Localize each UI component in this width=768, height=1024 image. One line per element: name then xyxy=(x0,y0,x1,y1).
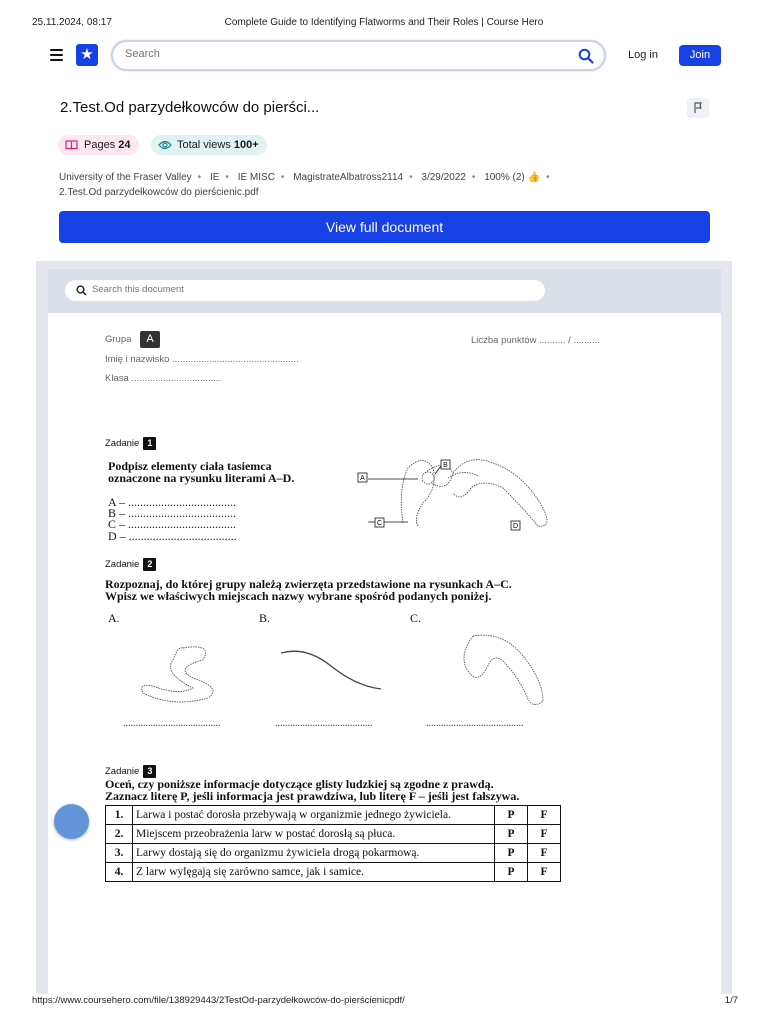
document-meta: University of the Fraser Valley • IE • IE MISC • MagistrateAlbatross2114 • 3/29/2022 • 100% (2) 👍 • xyxy=(59,172,550,183)
pages-label: Pages xyxy=(84,139,116,151)
true-option: P xyxy=(495,806,528,825)
option-c-label: C. xyxy=(410,611,422,625)
true-option: P xyxy=(495,825,528,844)
join-button[interactable]: Join xyxy=(679,45,721,66)
site-search xyxy=(111,40,606,71)
task-1-instruction-1: Podpisz elementy ciała tasiemca xyxy=(108,459,272,473)
points-field: Liczba punktów .......... / .......... xyxy=(471,335,600,346)
document-title: 2.Test.Od parzydełkowców do pierści... xyxy=(60,99,320,116)
task-2-instruction-1: Rozpoznaj, do której grupy należą zwierzęta przedstawione na rysunkach A–C. xyxy=(105,577,512,591)
option-a-label: A. xyxy=(108,611,120,625)
group-value: A xyxy=(140,331,160,348)
task-3-number: 3 xyxy=(143,765,156,778)
report-flag-button[interactable] xyxy=(687,98,709,118)
print-page-number: 1/7 xyxy=(724,995,738,1006)
roundworm-drawing xyxy=(276,641,391,701)
task-1-number: 1 xyxy=(143,437,156,450)
row-number: 3. xyxy=(106,844,133,863)
document-search xyxy=(65,280,545,301)
row-statement: Larwy dostają się do organizmu żywiciela drogą pokarmową. xyxy=(133,844,495,863)
option-b-blank: ....................................... xyxy=(275,718,373,729)
true-option: P xyxy=(495,863,528,882)
views-badge xyxy=(151,135,267,155)
search-input[interactable] xyxy=(125,48,565,60)
false-option: F xyxy=(528,825,561,844)
table-row xyxy=(106,806,561,825)
meta-rating: 100% (2) xyxy=(484,172,525,183)
tapeworm-drawing xyxy=(433,631,553,711)
task-1-word: Zadanie xyxy=(105,438,140,449)
false-option: F xyxy=(528,844,561,863)
print-datetime: 25.11.2024, 08:17 xyxy=(32,17,112,28)
task-1-instruction-2: oznaczone na rysunku literami A–D. xyxy=(108,471,295,485)
row-number: 1. xyxy=(106,806,133,825)
pages-value: 24 xyxy=(118,139,131,151)
table-row xyxy=(106,863,561,882)
fig-label-c: C xyxy=(376,520,383,527)
option-c-blank: ....................................... xyxy=(426,718,524,729)
document-filename: 2.Test.Od parzydełkowców do pierścienic.pdf xyxy=(59,187,259,198)
print-title: Complete Guide to Identifying Flatworms and Their Roles | Course Hero xyxy=(224,17,544,28)
view-full-document-button[interactable]: View full document xyxy=(59,211,710,243)
task-3-word: Zadanie xyxy=(105,766,140,777)
meta-subject[interactable]: IE xyxy=(209,172,220,183)
task-2-word: Zadanie xyxy=(105,559,140,570)
group-field xyxy=(105,331,160,348)
table-row xyxy=(106,844,561,863)
true-false-table xyxy=(105,805,561,882)
false-option: F xyxy=(528,806,561,825)
option-a-blank: ....................................... xyxy=(123,718,221,729)
login-link[interactable]: Log in xyxy=(628,49,658,61)
fig-label-b: B xyxy=(443,462,448,469)
task-2-number: 2 xyxy=(143,558,156,571)
task-2-label xyxy=(105,558,156,571)
group-label: Grupa xyxy=(105,334,132,345)
document-search-input[interactable] xyxy=(92,284,532,295)
document-viewer xyxy=(36,261,732,994)
fig-label-a: A xyxy=(360,475,365,482)
top-nav xyxy=(0,40,768,72)
menu-icon[interactable] xyxy=(50,49,63,61)
floating-action-button[interactable] xyxy=(54,804,89,839)
tapeworm-diagram xyxy=(353,448,563,533)
task-3-instruction-2: Zaznacz literę P, jeśli informacja jest prawdziwa, lub literę F – jeśli jest fałszywa. xyxy=(105,789,520,803)
task-1-answer-c: C – .................................... xyxy=(108,517,237,531)
views-value: 100+ xyxy=(233,139,259,151)
meta-school[interactable]: University of the Fraser Valley xyxy=(59,172,192,183)
views-label: Total views xyxy=(177,139,231,151)
task-1-answer-d: D – .................................... xyxy=(108,529,237,543)
task-1-answer-b: B – .................................... xyxy=(108,506,237,520)
search-icon[interactable] xyxy=(76,285,87,296)
row-number: 2. xyxy=(106,825,133,844)
meta-date: 3/29/2022 xyxy=(421,172,466,183)
task-3-instruction-1: Oceń, czy poniższe informacje dotyczące glisty ludzkiej są zgodne z prawdą. xyxy=(105,777,494,791)
task-1-label xyxy=(105,437,156,450)
eye-icon xyxy=(158,139,172,151)
task-2-instruction-2: Wpisz we właściwych miejscach nazwy wybrane spośród podanych poniżej. xyxy=(105,589,492,603)
class-field: Klasa .................................. xyxy=(105,373,222,384)
book-icon xyxy=(65,139,78,151)
earthworm-drawing xyxy=(133,638,243,708)
name-field: Imię i nazwisko ................................................ xyxy=(105,354,299,365)
flag-icon xyxy=(687,98,709,118)
row-statement: Z larw wylęgają się zarówno samce, jak i samice. xyxy=(133,863,495,882)
pages-badge xyxy=(58,135,139,155)
viewer-toolbar xyxy=(48,269,721,313)
meta-uploader[interactable]: MagistrateAlbatross2114 xyxy=(293,172,404,183)
row-statement: Larwa i postać dorosła przebywają w organizmie jednego żywiciela. xyxy=(133,806,495,825)
row-statement: Miejscem przeobrażenia larw w postać dorosłą są płuca. xyxy=(133,825,495,844)
row-number: 4. xyxy=(106,863,133,882)
fig-label-d: D xyxy=(512,523,519,530)
table-row xyxy=(106,825,561,844)
document-info-card xyxy=(36,78,732,258)
true-option: P xyxy=(495,844,528,863)
search-icon[interactable] xyxy=(578,48,594,64)
option-b-label: B. xyxy=(259,611,271,625)
task-1-answer-a: A – .................................... xyxy=(108,495,237,509)
meta-course[interactable]: IE MISC xyxy=(237,172,275,183)
false-option: F xyxy=(528,863,561,882)
print-url: https://www.coursehero.com/file/138929443/2TestOd-parzydełkowców-do-pierścienicpdf/ xyxy=(32,995,405,1006)
thumbs-up-icon[interactable]: 👍 xyxy=(527,172,540,183)
course-hero-logo[interactable]: ★ xyxy=(76,44,98,66)
document-page xyxy=(48,313,721,994)
